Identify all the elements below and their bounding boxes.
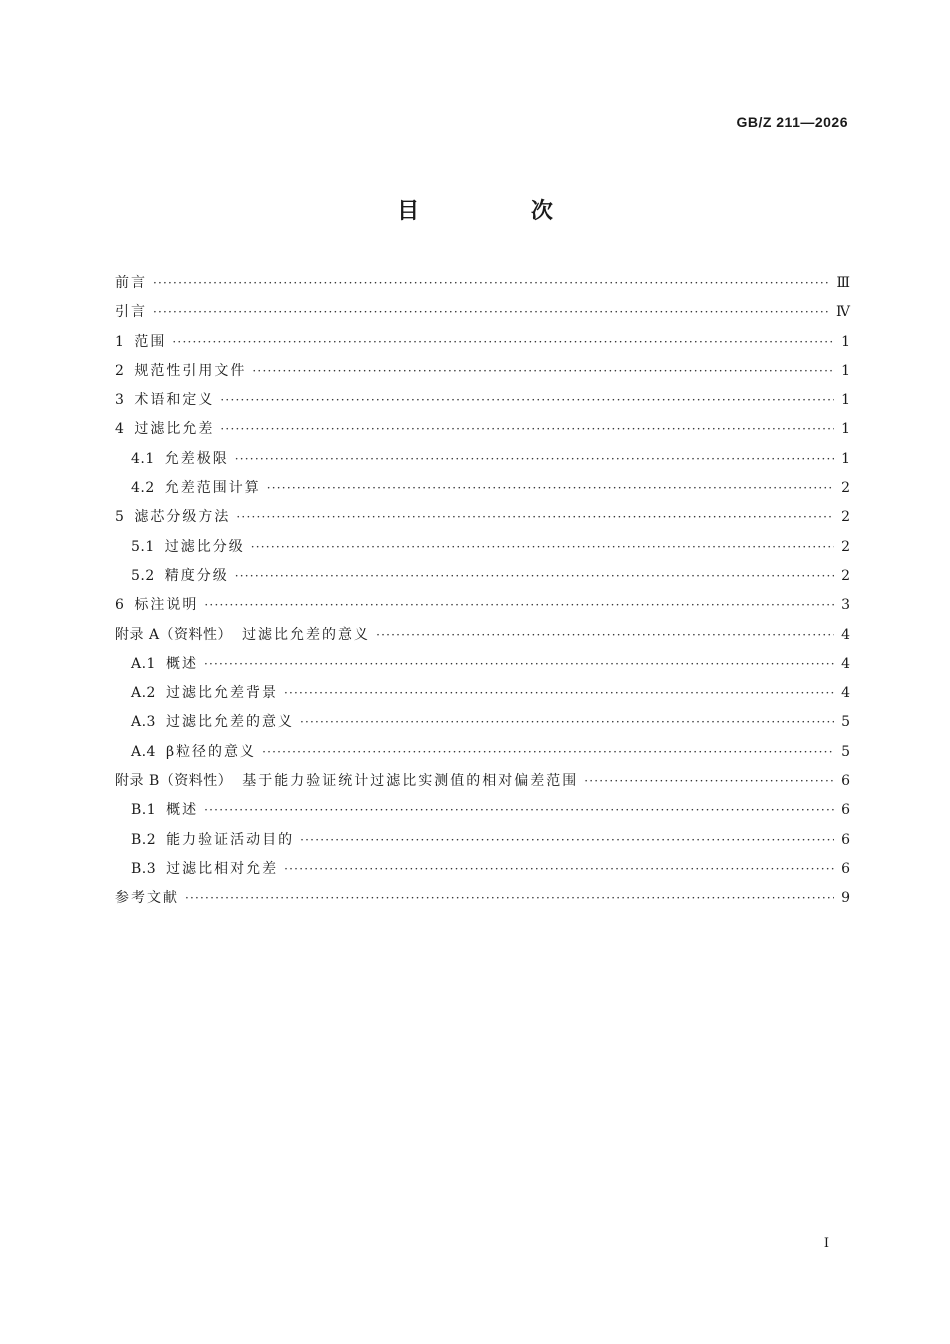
toc-entry-label: 范围 <box>134 333 167 350</box>
table-of-contents <box>115 269 850 914</box>
dot-leader <box>300 708 834 737</box>
toc-entry-page: 1 <box>841 450 850 467</box>
toc-entry[interactable] <box>115 679 850 708</box>
toc-entry-number: B.3 <box>131 860 157 877</box>
dot-leader <box>204 650 834 679</box>
toc-entry-page: 1 <box>841 421 850 438</box>
dot-leader <box>300 826 834 855</box>
toc-entry-page: 2 <box>841 509 850 526</box>
toc-entry-number: 附录 A（资料性） <box>115 626 233 643</box>
dot-leader <box>376 621 834 650</box>
dot-leader <box>235 445 834 474</box>
toc-entry-page: 1 <box>841 333 850 350</box>
toc-entry[interactable] <box>115 386 850 415</box>
dot-leader <box>262 738 834 767</box>
toc-entry-label: 允差极限 <box>164 450 229 467</box>
toc-entry-number: 4 <box>115 421 125 438</box>
toc-entry-number: B.2 <box>131 831 157 848</box>
toc-entry-label: 过滤比允差的意义 <box>165 714 294 731</box>
dot-leader <box>185 884 834 913</box>
toc-entry-label: 标注说明 <box>134 597 199 614</box>
toc-entry-page: 2 <box>841 567 850 584</box>
toc-entry-page: Ⅲ <box>836 275 850 291</box>
toc-entry-label: 过滤比分级 <box>164 538 245 555</box>
toc-entry-number: 3 <box>115 392 125 409</box>
dot-leader <box>220 415 834 444</box>
toc-entry[interactable] <box>115 796 850 825</box>
toc-entry-number: 4.2 <box>131 480 155 497</box>
toc-entry-number: A.2 <box>131 685 156 702</box>
dot-leader <box>267 474 834 503</box>
toc-entry-label: 引言 <box>115 304 147 321</box>
toc-entry-page: 6 <box>841 773 850 790</box>
toc-entry-page: 6 <box>841 860 850 877</box>
toc-entry-label: 滤芯分级方法 <box>134 509 231 526</box>
toc-entry[interactable] <box>115 884 850 913</box>
toc-entry-label: 允差范围计算 <box>164 480 261 497</box>
toc-entry-label: 能力验证活动目的 <box>166 831 295 848</box>
toc-entry-label: 术语和定义 <box>134 392 215 409</box>
toc-entry-number: 附录 B（资料性） <box>115 773 233 790</box>
toc-entry-label: 精度分级 <box>164 567 229 584</box>
toc-entry-page: 2 <box>841 538 850 555</box>
dot-leader <box>204 591 834 620</box>
toc-entry-number: 2 <box>115 362 125 379</box>
toc-entry-label: 概述 <box>165 655 198 672</box>
toc-entry-page: 6 <box>841 802 850 819</box>
toc-entry[interactable] <box>115 708 850 737</box>
toc-entry-label: 过滤比允差 <box>134 421 215 438</box>
dot-leader <box>153 269 830 298</box>
dot-leader <box>252 357 834 386</box>
toc-entry-number: 6 <box>115 597 125 614</box>
toc-entry-page: 4 <box>841 685 850 702</box>
toc-entry-label: 规范性引用文件 <box>134 362 247 379</box>
toc-entry[interactable] <box>115 738 850 767</box>
toc-entry-page: 4 <box>841 655 850 672</box>
page-number: Ⅰ <box>823 1236 829 1251</box>
toc-entry-page: 6 <box>841 831 850 848</box>
toc-entry-number: 4.1 <box>131 450 155 467</box>
toc-entry[interactable] <box>115 357 850 386</box>
toc-entry-page: 5 <box>841 743 850 760</box>
dot-leader <box>220 386 834 415</box>
toc-entry[interactable] <box>115 591 850 620</box>
dot-leader <box>153 298 830 327</box>
toc-entry[interactable] <box>115 650 850 679</box>
toc-entry[interactable] <box>115 503 850 532</box>
dot-leader <box>235 562 834 591</box>
toc-entry-label: 过滤比相对允差 <box>166 860 279 877</box>
toc-entry-label: 参考文献 <box>115 890 179 907</box>
toc-entry[interactable] <box>115 474 850 503</box>
page-title: 目 次 <box>397 199 605 224</box>
toc-entry[interactable] <box>115 767 850 796</box>
toc-entry-number: A.3 <box>131 714 156 731</box>
dot-leader <box>204 796 834 825</box>
toc-entry[interactable] <box>115 855 850 884</box>
toc-entry-label: 过滤比允差的意义 <box>242 626 371 643</box>
dot-leader <box>284 679 834 708</box>
toc-entry-page: 3 <box>841 597 850 614</box>
document-code: GB/Z 211—2026 <box>736 114 848 130</box>
toc-entry-number: 5 <box>115 509 125 526</box>
toc-entry-label: 过滤比允差背景 <box>165 685 278 702</box>
toc-entry[interactable] <box>115 415 850 444</box>
toc-entry-number: A.4 <box>131 743 156 760</box>
toc-entry[interactable] <box>115 298 850 327</box>
toc-entry-page: 9 <box>841 890 850 907</box>
toc-entry-label: 概述 <box>166 802 199 819</box>
toc-entry-number: 5.1 <box>131 538 155 555</box>
toc-entry-number: 1 <box>115 333 125 350</box>
toc-entry[interactable] <box>115 562 850 591</box>
toc-entry[interactable] <box>115 533 850 562</box>
dot-leader <box>251 533 834 562</box>
toc-entry[interactable] <box>115 269 850 298</box>
toc-entry[interactable] <box>115 621 850 650</box>
toc-entry-label: 前言 <box>115 275 147 291</box>
dot-leader <box>172 328 834 357</box>
dot-leader <box>284 855 834 884</box>
toc-entry-number: 5.2 <box>131 567 155 584</box>
dot-leader <box>236 503 834 532</box>
dot-leader <box>584 767 834 796</box>
toc-entry[interactable] <box>115 445 850 474</box>
toc-entry-page: Ⅳ <box>836 304 850 321</box>
toc-entry-page: 1 <box>841 392 850 409</box>
toc-entry-page: 4 <box>841 626 850 643</box>
toc-entry-number: A.1 <box>131 655 156 672</box>
toc-entry-page: 2 <box>841 480 850 497</box>
toc-entry-page: 1 <box>841 362 850 379</box>
toc-entry-label: 基于能力验证统计过滤比实测值的相对偏差范围 <box>242 773 579 790</box>
toc-entry[interactable] <box>115 328 850 357</box>
toc-entry[interactable] <box>115 826 850 855</box>
toc-entry-number: B.1 <box>131 802 157 819</box>
toc-entry-page: 5 <box>841 714 850 731</box>
toc-entry-label: β粒径的意义 <box>165 743 257 760</box>
